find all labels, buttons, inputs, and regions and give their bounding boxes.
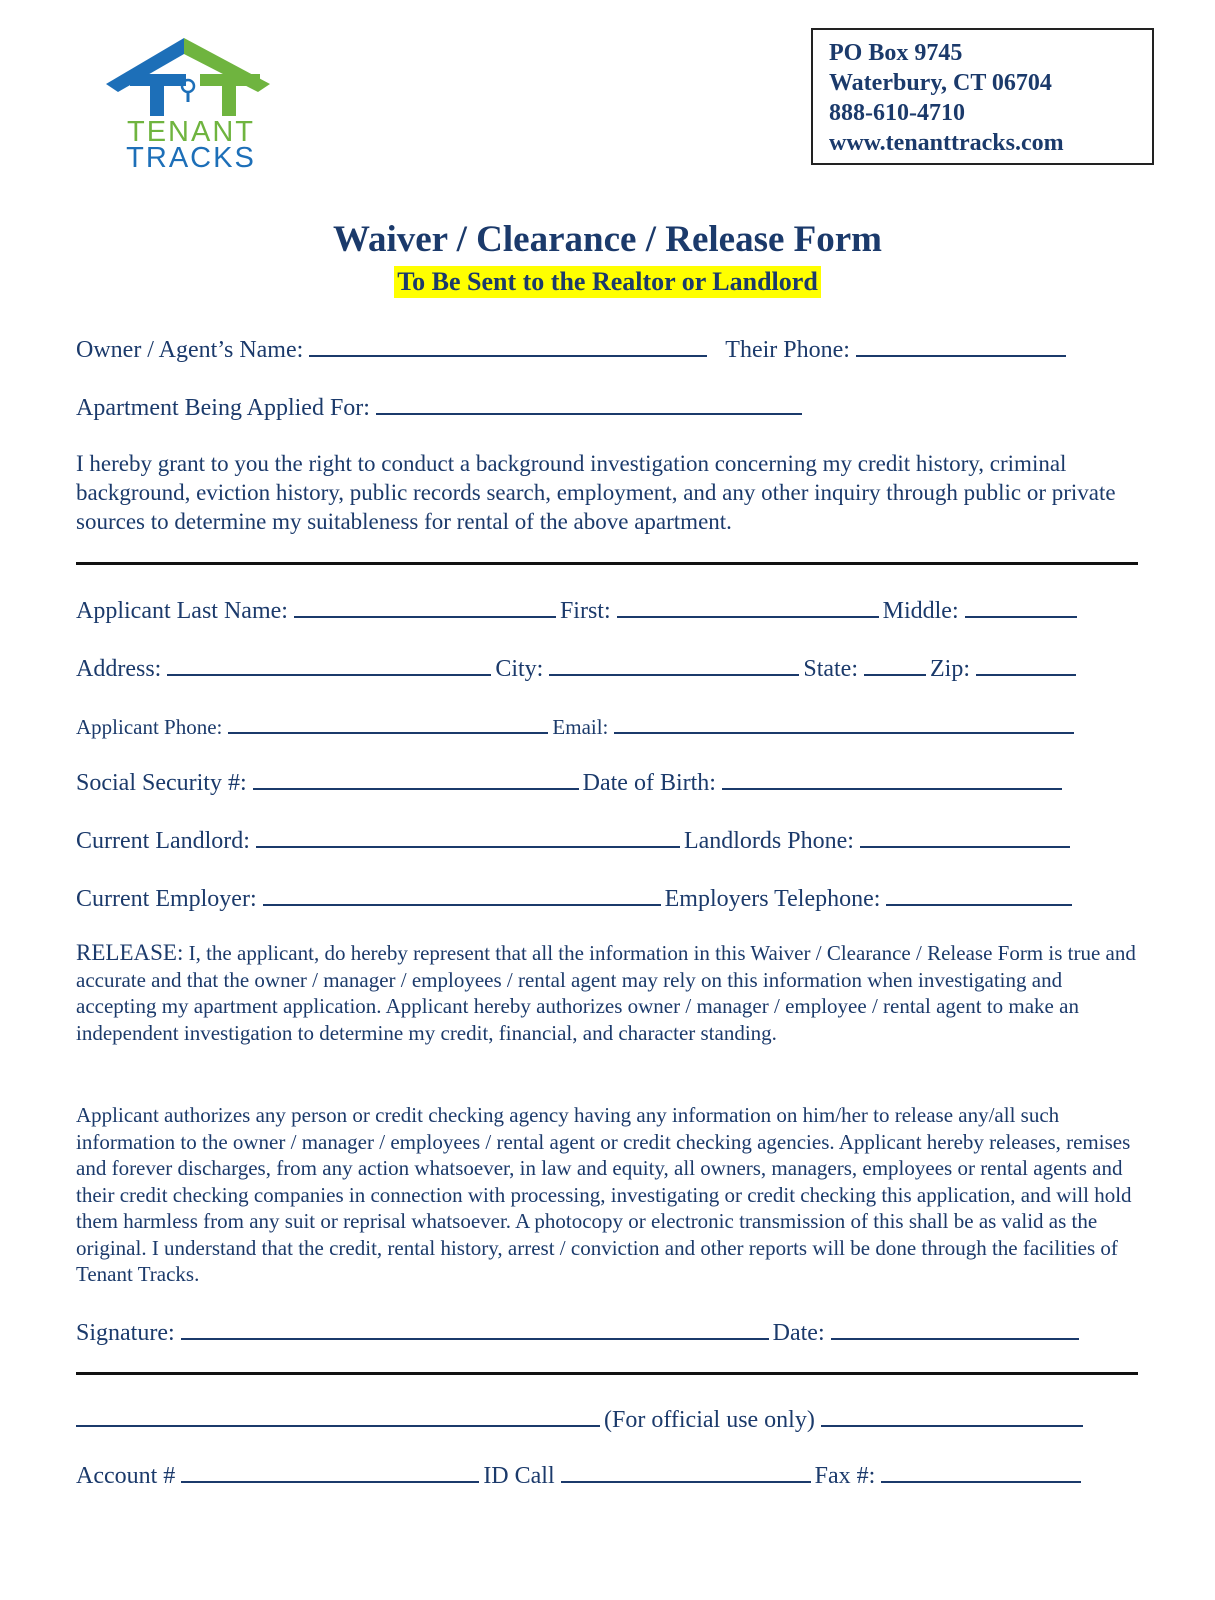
apartment-row	[76, 391, 806, 422]
ssn-field[interactable]	[253, 766, 579, 790]
po-box: PO Box 9745	[829, 40, 963, 66]
email-field[interactable]	[614, 710, 1074, 734]
applicant-phone-label: Applicant Phone:	[76, 715, 223, 739]
landlords-phone-label: Landlords Phone:	[683, 828, 854, 854]
signature-field[interactable]	[181, 1316, 769, 1340]
release-paragraph: I, the applicant, do hereby represent that all the information in this Waiver / Clearance / Release Form is true and accurate and that the owner / manager / employees / rental agent may rely on this information when investigating and accepting my apartment application. Applicant hereby authorizes owner / manager / employee / rental agent to make an independent investigation to determine my credit, financial, and character standing.	[76, 941, 1136, 1045]
last-name-field[interactable]	[294, 594, 556, 618]
logo-text-tenant: TENANT	[127, 116, 255, 148]
contact-phone: 888-610-4710	[829, 100, 965, 126]
current-employer-label: Current Employer:	[76, 886, 257, 912]
owner-row	[76, 333, 1070, 364]
id-call-label: ID Call	[483, 1463, 555, 1489]
dob-field[interactable]	[722, 766, 1062, 790]
employer-row	[76, 882, 1076, 913]
their-phone-field[interactable]	[856, 333, 1066, 357]
address-label: Address:	[76, 656, 162, 682]
current-landlord-label: Current Landlord:	[76, 828, 250, 854]
last-name-label: Applicant Last Name:	[76, 598, 288, 624]
contact-row	[76, 710, 1078, 741]
zip-field[interactable]	[976, 652, 1076, 676]
middle-name-field[interactable]	[965, 594, 1077, 618]
middle-name-label: Middle:	[882, 598, 959, 624]
apartment-field[interactable]	[376, 391, 802, 415]
employers-telephone-label: Employers Telephone:	[664, 886, 881, 912]
account-row	[76, 1459, 1085, 1490]
apartment-label: Apartment Being Applied For:	[76, 395, 370, 421]
current-landlord-field[interactable]	[256, 824, 680, 848]
signature-row	[76, 1316, 1083, 1347]
city-state-zip: Waterbury, CT 06704	[829, 70, 1052, 96]
employers-telephone-field[interactable]	[886, 882, 1072, 906]
owner-name-label: Owner / Agent’s Name:	[76, 337, 304, 363]
tenant-tracks-logo	[84, 34, 294, 174]
official-divider	[76, 1372, 1138, 1375]
date-field[interactable]	[831, 1316, 1079, 1340]
fax-label: Fax #:	[814, 1463, 876, 1489]
address-row	[76, 652, 1080, 683]
dob-label: Date of Birth:	[582, 770, 716, 796]
zip-label: Zip:	[930, 656, 970, 682]
state-label: State:	[803, 656, 858, 682]
email-label: Email:	[552, 715, 609, 739]
date-label: Date:	[772, 1320, 825, 1346]
landlords-phone-field[interactable]	[860, 824, 1070, 848]
release-paragraph-block	[76, 940, 1136, 1046]
official-use-field-right[interactable]	[821, 1403, 1083, 1427]
city-field[interactable]	[549, 652, 799, 676]
official-use-row	[76, 1403, 1087, 1434]
owner-name-field[interactable]	[309, 333, 707, 357]
official-use-field-left[interactable]	[76, 1403, 600, 1427]
id-call-field[interactable]	[561, 1459, 811, 1483]
ssn-label: Social Security #:	[76, 770, 247, 796]
release-label: RELEASE:	[76, 940, 184, 965]
address-field[interactable]	[167, 652, 491, 676]
section-divider	[76, 562, 1138, 565]
fax-field[interactable]	[881, 1459, 1081, 1483]
subtitle-wrapper	[0, 266, 1215, 298]
account-field[interactable]	[181, 1459, 479, 1483]
landlord-row	[76, 824, 1074, 855]
logo-text-tracks: TRACKS	[126, 142, 256, 174]
ssn-row	[76, 766, 1066, 797]
account-label: Account #	[76, 1463, 176, 1489]
first-name-field[interactable]	[617, 594, 879, 618]
first-name-label: First:	[559, 598, 611, 624]
form-subtitle: To Be Sent to the Realtor or Landlord	[394, 266, 821, 298]
name-row	[76, 594, 1081, 625]
official-use-label: (For official use only)	[604, 1407, 815, 1433]
contact-info-box	[811, 28, 1154, 165]
website-link[interactable]: www.tenanttracks.com	[829, 130, 1064, 156]
city-label: City:	[495, 656, 544, 682]
their-phone-label: Their Phone:	[725, 337, 850, 363]
form-title: Waiver / Clearance / Release Form	[332, 219, 882, 260]
authorize-paragraph: Applicant authorizes any person or credit checking agency having any information on him/her to release any/all such information to the owner / manager / employees / rental agent or credit checking agencies. Applicant hereby releases, remises and forever discharges, from any action whatsoever, in law and equity, all owners, managers, employees or rental agents and their credit checking companies in connection with processing, investigating or credit checking this application, and will hold them harmless from any suit or reprisal whatsoever. A photocopy or electronic transmission of this shall be as valid as the original. I understand that the credit, rental history, arrest / conviction and other reports will be done through the facilities of Tenant Tracks.	[76, 1103, 1132, 1286]
grant-paragraph: I hereby grant to you the right to conduct a background investigation concerning my credit history, criminal background, eviction history, public records search, employment, and any other inquiry through public or private sources to determine my suitableness for rental of the above apartment.	[76, 451, 1116, 534]
applicant-phone-field[interactable]	[228, 710, 548, 734]
state-field[interactable]	[864, 652, 926, 676]
signature-label: Signature:	[76, 1320, 175, 1346]
house-logo-icon	[84, 34, 294, 118]
current-employer-field[interactable]	[263, 882, 661, 906]
